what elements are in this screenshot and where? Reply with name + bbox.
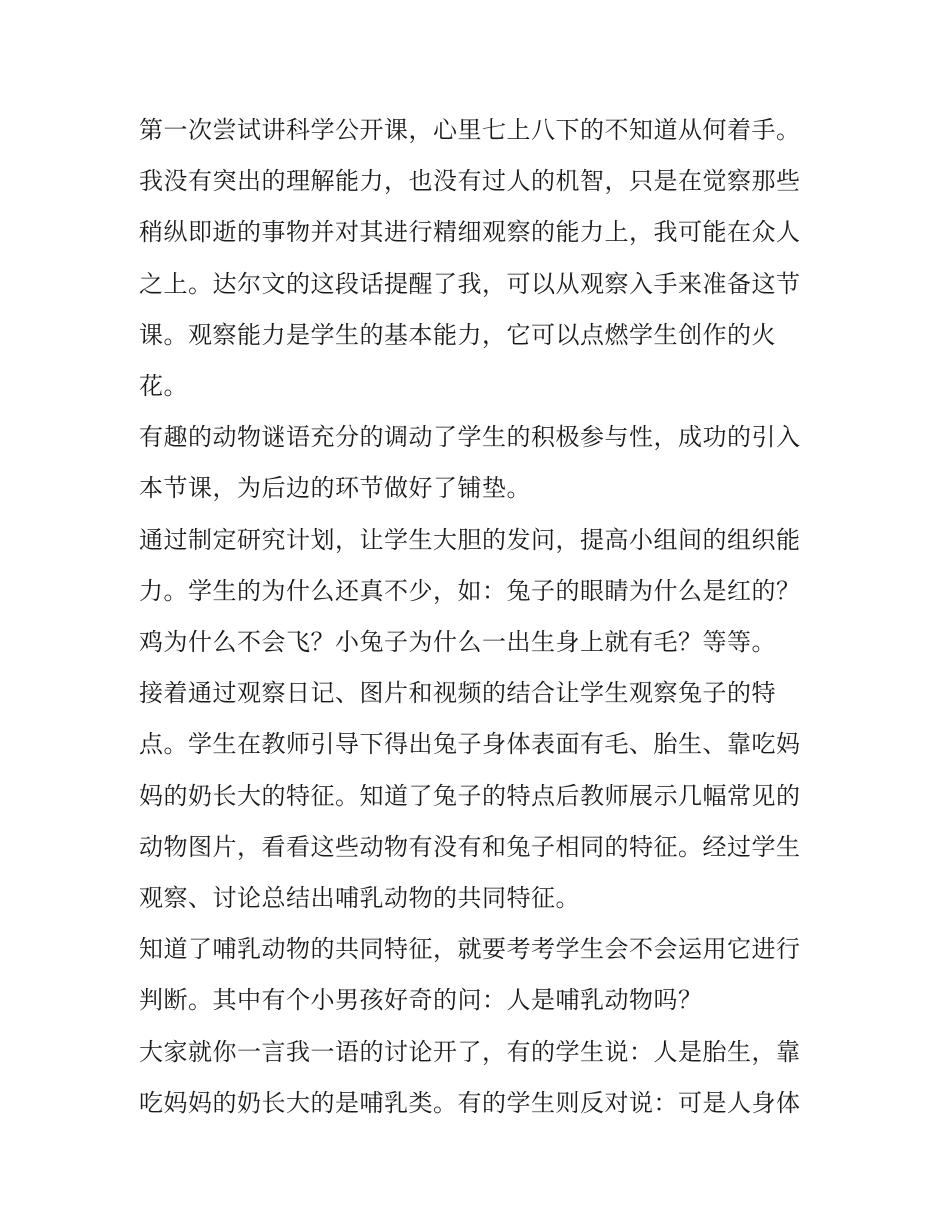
document-body bbox=[139, 105, 819, 1129]
paragraph-intro: 第一次尝试讲科学公开课，心里七上八下的不知道从何着手。我没有突出的理解能力，也没有过人的机智，只是在觉察那些稍纵即逝的事物并对其进行精细观察的能力上，我可能在众人之上。达尔文的这段话提醒了我，可以从观察入手来准备这节课。观察能力是学生的基本能力，它可以点燃学生创作的火花。 bbox=[139, 116, 801, 401]
paragraph-judgement: 知道了哺乳动物的共同特征，就要考考学生会不会运用它进行判断。其中有个小男孩好奇的问：人是哺乳动物吗？ bbox=[139, 935, 801, 1015]
paragraph-research-plan: 通过制定研究计划，让学生大胆的发问，提高小组间的组织能力。学生的为什么还真不少，如：兔子的眼睛为什么是红的？鸡为什么不会飞？小兔子为什么一出生身上就有毛？等等。 bbox=[139, 525, 801, 657]
paragraph-observation: 接着通过观察日记、图片和视频的结合让学生观察兔子的特点。学生在教师引导下得出兔子身体表面有毛、胎生、靠吃妈妈的奶长大的特征。知道了兔子的特点后教师展示几幅常见的动物图片，看看这些动物有没有和兔子相同的特征。经过学生观察、讨论总结出哺乳动物的共同特征。 bbox=[139, 679, 801, 913]
paragraph-riddle: 有趣的动物谜语充分的调动了学生的积极参与性，成功的引入本节课，为后边的环节做好了铺垫。 bbox=[139, 423, 801, 503]
paragraph-discussion: 大家就你一言我一语的讨论开了，有的学生说：人是胎生，靠吃妈妈的奶长大的是哺乳类。有的学生则反对说：可是人身体 bbox=[139, 1037, 801, 1117]
